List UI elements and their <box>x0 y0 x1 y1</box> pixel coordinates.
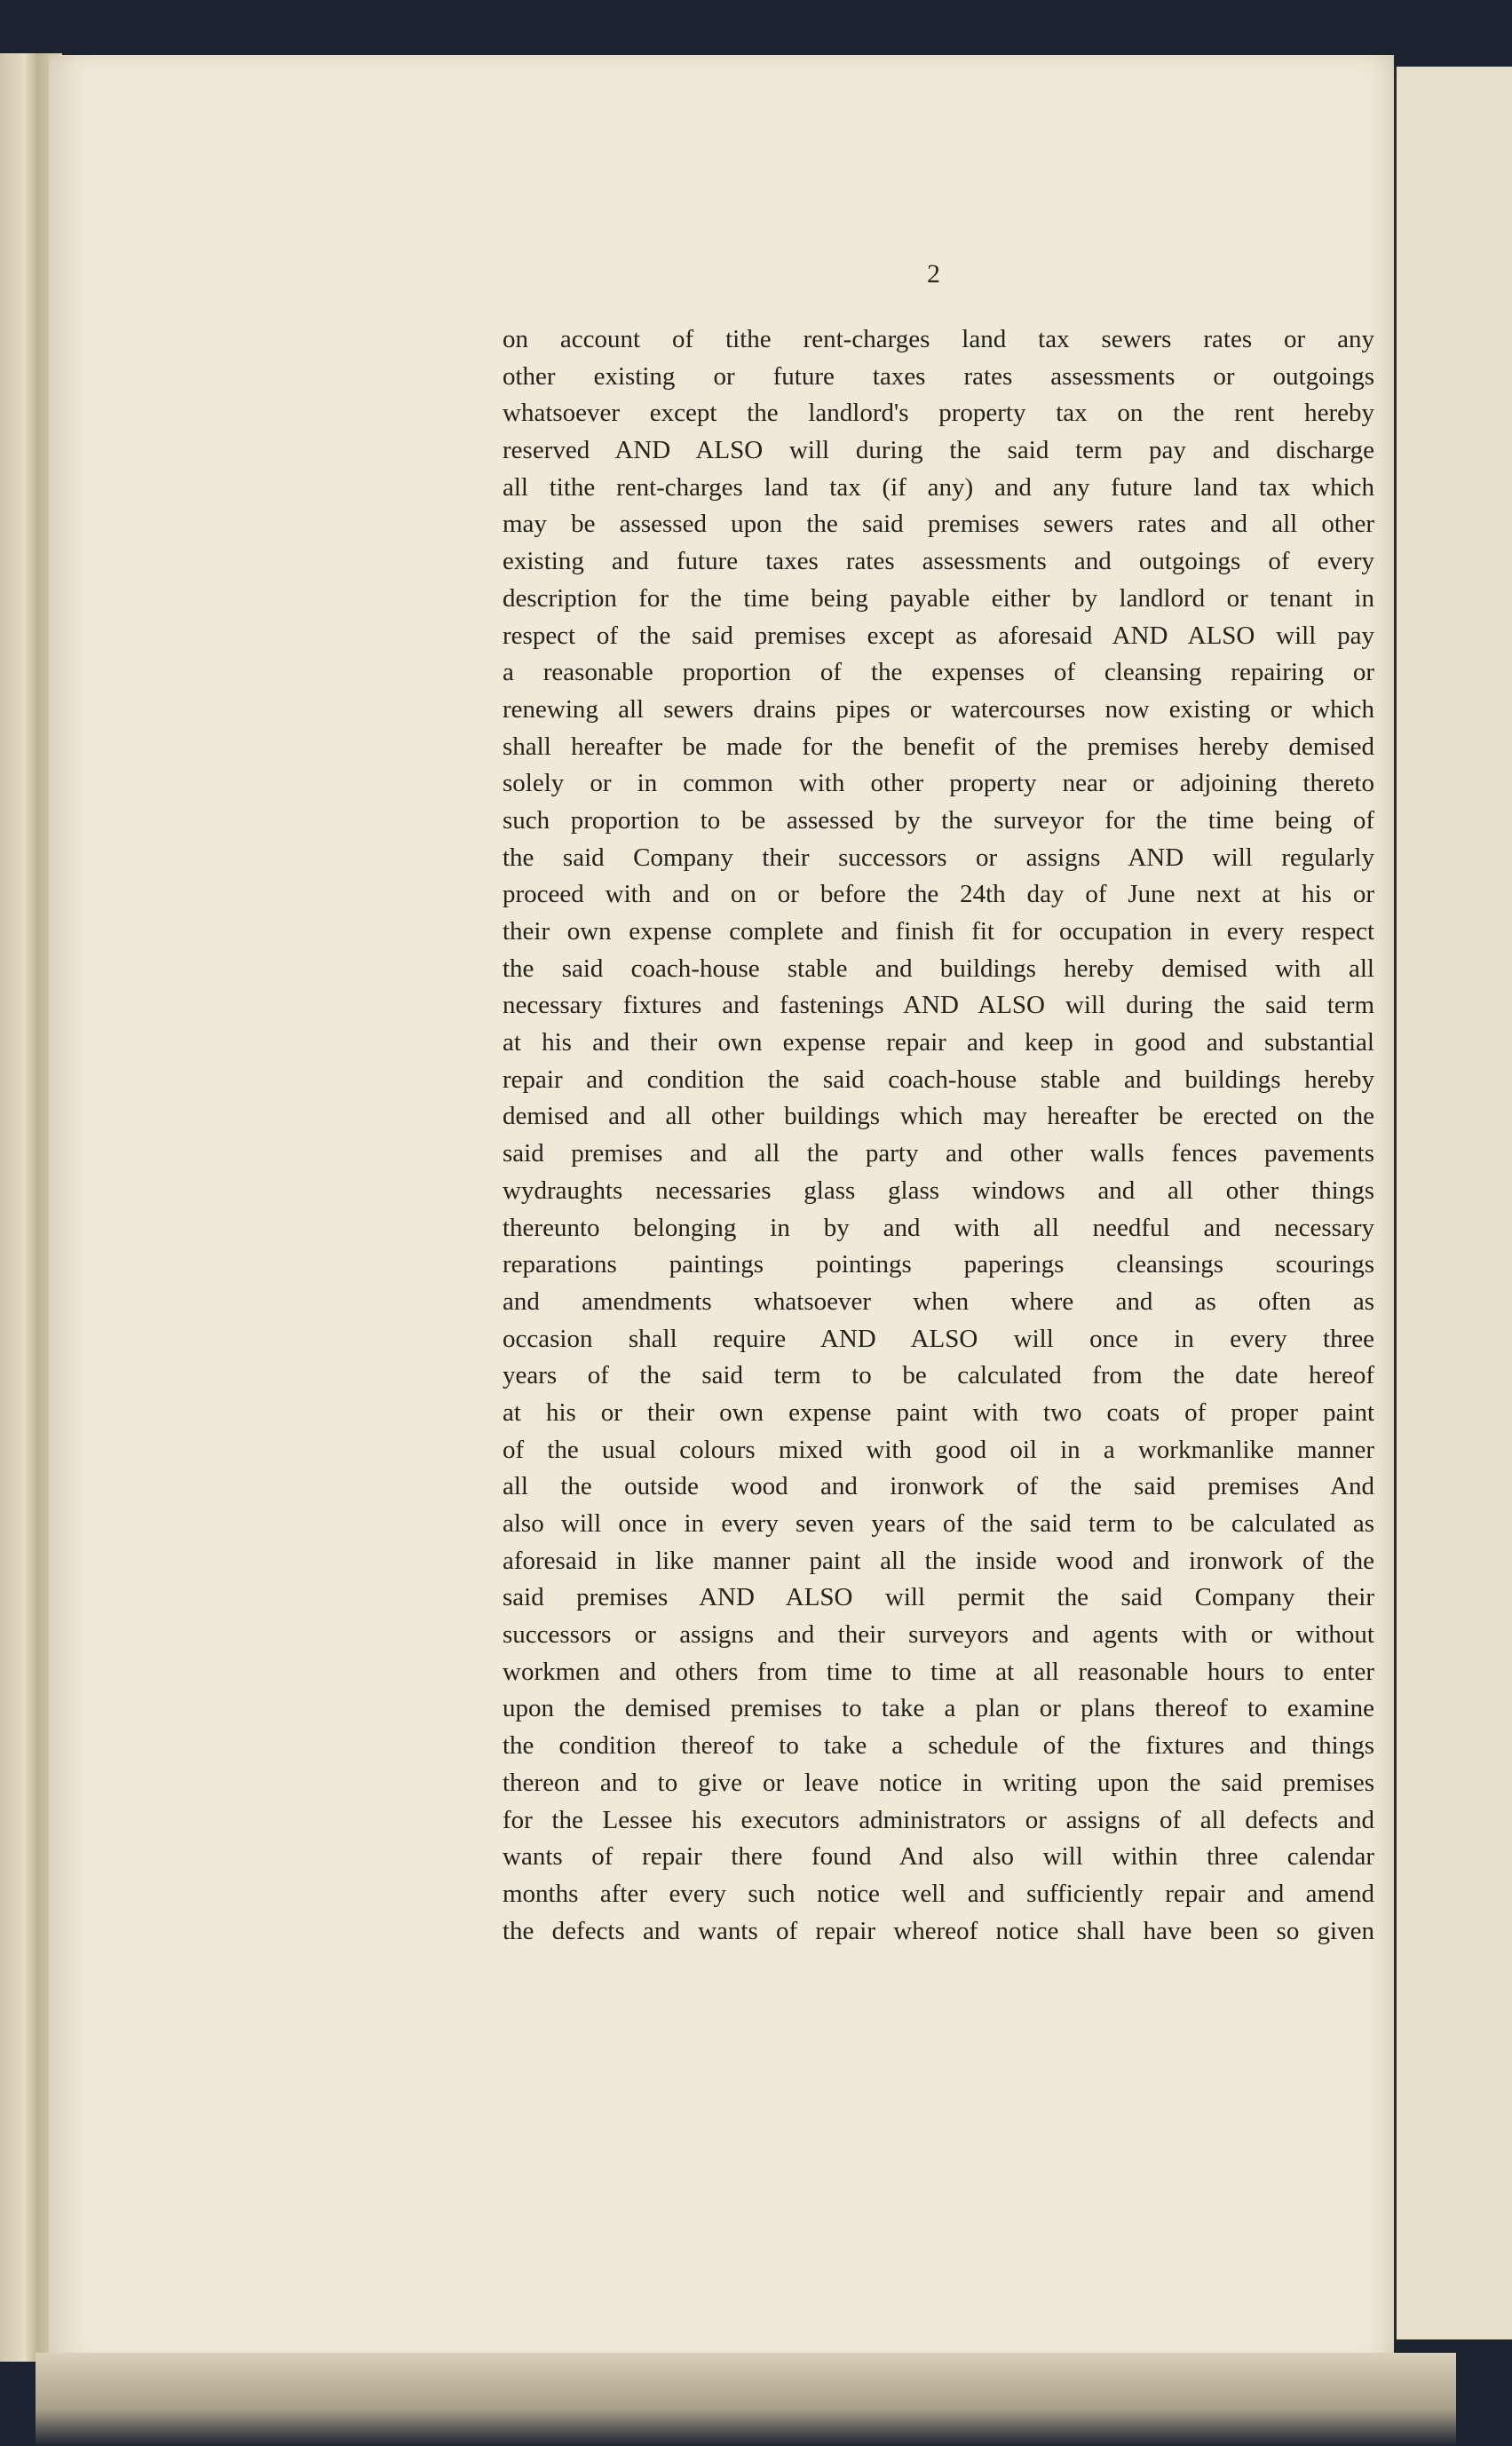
text-line: successors or assigns and their surveyors and agents with or without <box>503 1620 1374 1650</box>
text-line: the condition thereof to take a schedule of the fixtures and things <box>503 1731 1374 1761</box>
text-line: thereunto belonging in by and with all needful and necessary <box>503 1213 1374 1242</box>
text-line: reserved AND ALSO will during the said term pay and discharge <box>503 436 1374 465</box>
text-line: the said Company their successors or assigns AND will regularly <box>503 843 1374 872</box>
text-line: on account of tithe rent-charges land tax sewers rates or any <box>503 325 1374 353</box>
text-line: their own expense complete and finish fit for occupation in every respect <box>503 917 1374 946</box>
text-line: aforesaid in like manner paint all the inside wood and ironwork of the <box>503 1546 1374 1575</box>
adjacent-page-edge <box>1394 67 1512 2339</box>
text-line: workmen and others from time to time at all reasonable hours to enter <box>503 1657 1374 1686</box>
text-line: reparations paintings pointings paperings cleansings scourings <box>503 1250 1374 1279</box>
text-line: respect of the said premises except as aforesaid AND ALSO will pay <box>503 621 1374 650</box>
text-line: a reasonable proportion of the expenses of cleansing repairing or <box>503 658 1374 687</box>
text-line: solely or in common with other property near or adjoining thereto <box>503 769 1374 798</box>
text-line: thereon and to give or leave notice in writing upon the said premises <box>503 1768 1374 1797</box>
text-line: proceed with and on or before the 24th day of June next at his or <box>503 880 1374 909</box>
text-line: all the outside wood and ironwork of the said premises And <box>503 1472 1374 1501</box>
text-line: the defects and wants of repair whereof notice shall have been so given <box>503 1916 1374 1945</box>
text-line: shall hereafter be made for the benefit of the premises hereby demised <box>503 732 1374 761</box>
text-line: whatsoever except the landlord's property tax on the rent hereby <box>503 399 1374 428</box>
text-line: years of the said term to be calculated from the date hereof <box>503 1361 1374 1390</box>
text-line: other existing or future taxes rates assessments or outgoings <box>503 361 1374 391</box>
text-line: renewing all sewers drains pipes or watercourses now existing or which <box>503 694 1374 724</box>
text-line: months after every such notice well and sufficiently repair and amend <box>503 1879 1374 1908</box>
text-line: existing and future taxes rates assessments and outgoings of every <box>503 547 1374 576</box>
text-line: such proportion to be assessed by the surveyor for the time being of <box>503 805 1374 835</box>
body-text <box>503 321 1374 1950</box>
text-line: at his and their own expense repair and keep in good and substantial <box>503 1028 1374 1057</box>
text-line: wydraughts necessaries glass glass windows and all other things <box>503 1176 1374 1205</box>
text-line: wants of repair there found And also will within three calendar <box>503 1842 1374 1872</box>
text-line: at his or their own expense paint with two coats of proper paint <box>503 1397 1374 1427</box>
text-line: may be assessed upon the said premises sewers rates and all other <box>503 510 1374 539</box>
text-line: the said coach-house stable and buildings hereby demised with all <box>503 954 1374 983</box>
text-line: also will once in every seven years of the said term to be calculated as <box>503 1509 1374 1538</box>
text-line: said premises AND ALSO will permit the said Company their <box>503 1583 1374 1612</box>
text-line: necessary fixtures and fastenings AND ALSO will during the said term <box>503 991 1374 1020</box>
text-line: demised and all other buildings which may hereafter be erected on the <box>503 1102 1374 1131</box>
text-line: of the usual colours mixed with good oil in a workmanlike manner <box>503 1435 1374 1464</box>
text-line: upon the demised premises to take a plan or plans thereof to examine <box>503 1694 1374 1723</box>
page-number: 2 <box>927 259 940 289</box>
text-line: occasion shall require AND ALSO will once in every three <box>503 1324 1374 1353</box>
text-line: repair and condition the said coach-house stable and buildings hereby <box>503 1065 1374 1094</box>
text-line: all tithe rent-charges land tax (if any) and any future land tax which <box>503 472 1374 502</box>
text-line: and amendments whatsoever when where and as often as <box>503 1286 1374 1316</box>
text-line: said premises and all the party and other walls fences pavements <box>503 1139 1374 1168</box>
page-bottom-edge <box>36 2353 1456 2446</box>
text-line: for the Lessee his executors administrators or assigns of all defects and <box>503 1805 1374 1834</box>
text-line: description for the time being payable either by landlord or tenant in <box>503 583 1374 613</box>
